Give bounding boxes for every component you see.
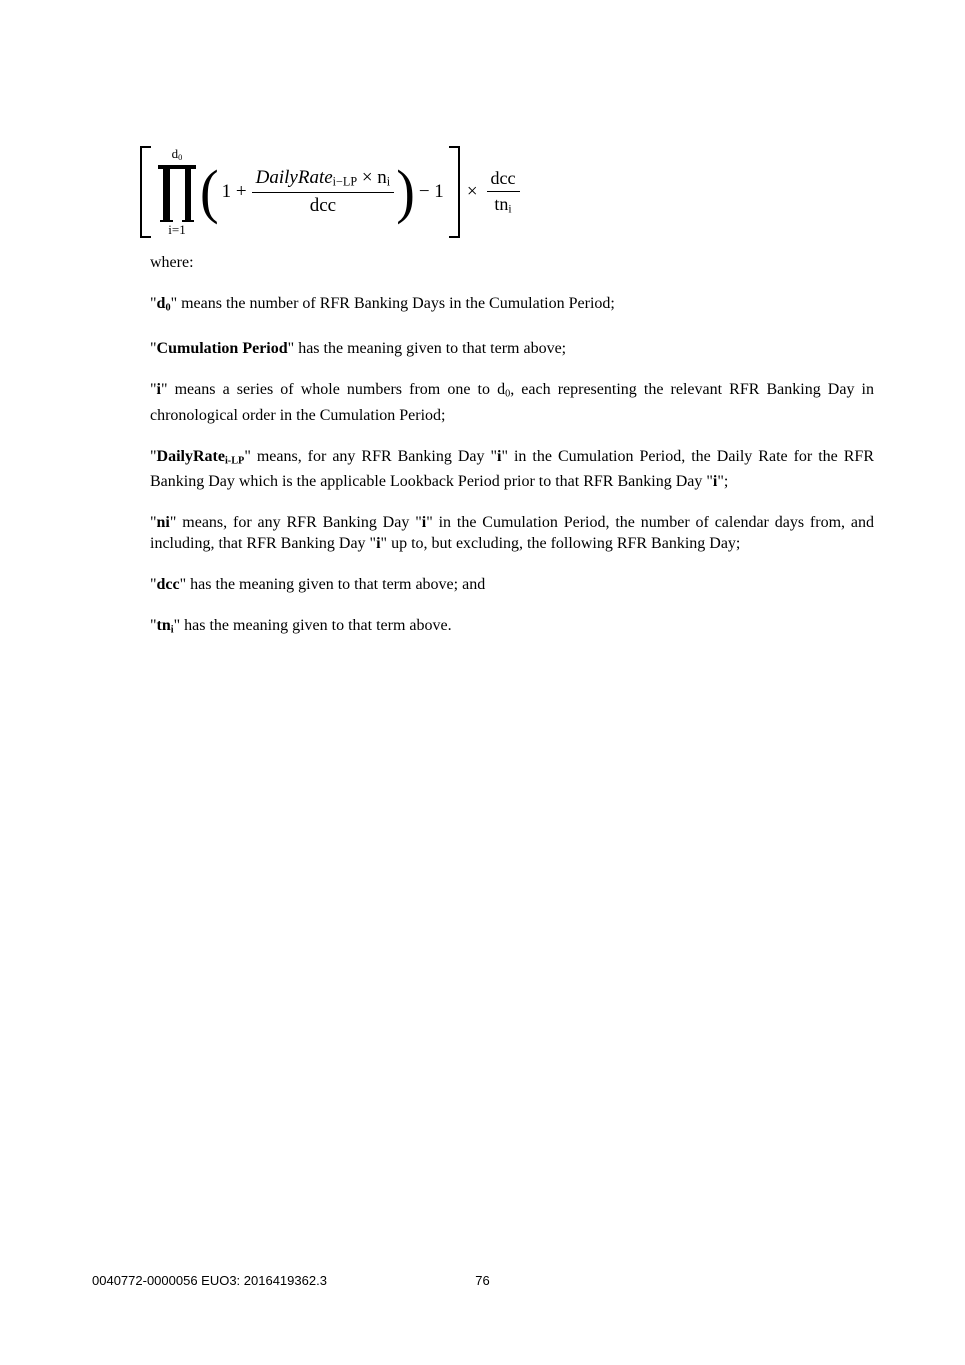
definition-dailyrate: "DailyRate$_{i-LP}$" means, for any RFR Banking Day "i" in the Cumulation Period, the Daily Rate for the RFR Banking Day which is the applicable Lookback Period prior to that RFR Banking Day "i"; (150, 447, 875, 490)
open-paren: ( (200, 158, 219, 226)
fraction-2-numerator: dcc (487, 168, 520, 192)
footer-page-number: 76 (475, 1273, 490, 1288)
definition-dcc: "dcc" has the meaning given to that term above; and (150, 575, 486, 593)
left-square-bracket (140, 146, 151, 238)
product-lower-limit: i=1 (168, 222, 186, 238)
fraction-1-denominator: dcc (309, 194, 337, 216)
right-square-bracket (449, 146, 460, 238)
fraction-2-denominator: $tn_i$ (494, 194, 512, 216)
minus-one-term: − 1 (418, 181, 444, 202)
definition-ni: "ni" means, for any RFR Banking Day "i" in the Cumulation Period, the number of calendar days from, and including, that RFR Banking Day "i" up to, but excluding, the following RFR Banking Day; (150, 513, 875, 552)
formula (140, 146, 522, 238)
fraction-1 (252, 167, 395, 217)
definition-d0: "$d_0$" means the number of RFR Banking Days in the Cumulation Period; (150, 295, 615, 314)
times-sign: × (466, 181, 478, 202)
definition-i: "i" means a series of whole numbers from one to $d_0$, each representing the relevant RFR Banking Day in chronological order in the Cumulation Period; (150, 381, 874, 424)
definition-cumulation-period: "Cumulation Period" has the meaning given to that term above; (150, 340, 567, 358)
definitions-section (150, 252, 874, 660)
fraction-1-numerator: DailyRate$_{i-LP}$ × $n_i$ (252, 167, 395, 193)
product-operator (160, 147, 194, 238)
product-upper-limit: $d_0$ (171, 145, 183, 162)
product-symbol (160, 165, 194, 222)
definition-tni: "$tn_i$" has the meaning given to that term above. (150, 616, 452, 635)
close-paren: ) (396, 158, 415, 226)
fraction-2 (487, 168, 520, 216)
where-label: where: (150, 254, 194, 271)
footer-document-reference: 0040772-0000056 EUO3: 2016419362.3 (92, 1273, 327, 1288)
one-plus-term: 1 + (221, 181, 247, 202)
